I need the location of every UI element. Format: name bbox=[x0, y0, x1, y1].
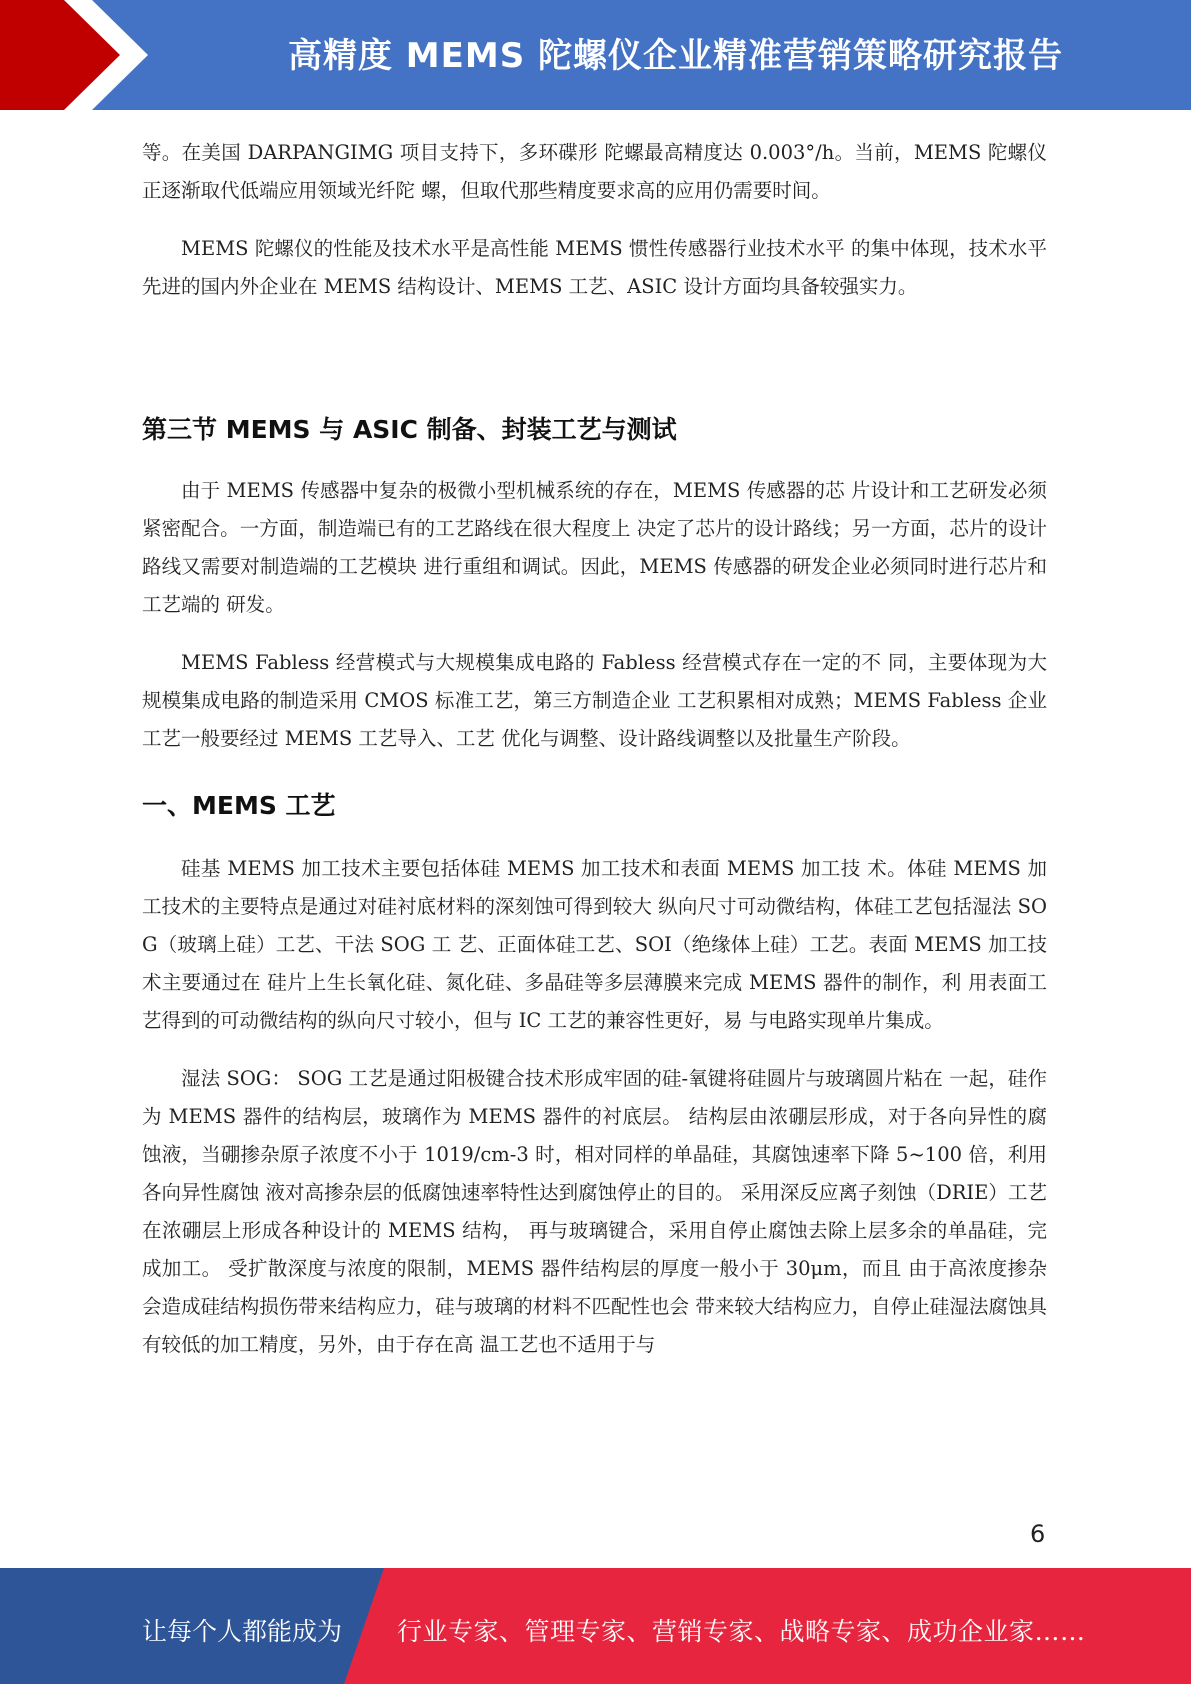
paragraph-wet-sog: 湿法 SOG： SOG 工艺是通过阳极键合技术形成牢固的硅-氧键将硅圆片与玻璃圆片粘在 一起，硅作为 MEMS 器件的结构层，玻璃作为 MEMS 器件的衬底层。 结构层由浓硼层形成，对于各向异性的腐蚀液，当硼掺杂原子浓度不小于 1019/cm-3 时，相对同样的单晶硅，其腐蚀速率下降 5~100 倍，利用各向异性腐蚀 液对高掺杂层的低腐蚀速率特性达到腐蚀停止的目的。 采用深反应离子刻蚀（DRIE）工艺在浓硼层上形成各种设计的 MEMS 结构， 再与玻璃键合，采用自停止腐蚀去除上层多余的单晶硅，完成加工。 受扩散深度与浓度的限制，MEMS 器件结构层的厚度一般小于 30μm，而且 由于高浓度掺杂会造成硅结构损伤带来结构应力，硅与玻璃的材料不匹配性也会 带来较大结构应力，自停止硅湿法腐蚀具有较低的加工精度，另外，由于存在高 温工艺也不适用于与 bbox=[142, 1067, 1047, 1356]
report-title: 高精度 MEMS 陀螺仪企业精准营销策略研究报告 bbox=[287, 36, 1064, 76]
document-body bbox=[142, 134, 1047, 1364]
paragraph-silicon-mems-tech: 硅基 MEMS 加工技术主要包括体硅 MEMS 加工技术和表面 MEMS 加工技 术。体硅 MEMS 加工技术的主要特点是通过对硅衬底材料的深刻蚀可得到较大 纵向尺寸可动微结构，体硅工艺包括湿法 SOG（玻璃上硅）工艺、干法 SOG 工 艺、正面体硅工艺、SOI（绝缘体上硅）工艺。表面 MEMS 加工技术主要通过在 硅片上生长氧化硅、氮化硅、多晶硅等多层薄膜来完成 MEMS 器件的制作，利 用表面工艺得到的可动微结构的纵向尺寸较小，但与 IC 工艺的兼容性更好，易 与电路实现单片集成。 bbox=[142, 857, 1047, 1032]
section-heading: 第三节 MEMS 与 ASIC 制备、封装工艺与测试 bbox=[142, 415, 677, 444]
paragraph-gyro-precision: 等。在美国 DARPANGIMG 项目支持下，多环碟形 陀螺最高精度达 0.003°/h。当前，MEMS 陀螺仪正逐渐取代低端应用领域光纤陀 螺，但取代那些精度要求高的应用仍需要时间。 bbox=[142, 141, 1047, 202]
page-footer bbox=[0, 1568, 1191, 1684]
paragraph-fabless-model: MEMS Fabless 经营模式与大规模集成电路的 Fabless 经营模式存在一定的不 同，主要体现为大规模集成电路的制造采用 CMOS 标准工艺，第三方制造企业 工艺积累相对成熟；MEMS Fabless 企业工艺一般要经过 MEMS 工艺导入、工艺 优化与调整、设计路线调整以及批量生产阶段。 bbox=[142, 651, 1047, 750]
header-chevron-decoration bbox=[0, 0, 160, 110]
paragraph-gyro-performance: MEMS 陀螺仪的性能及技术水平是高性能 MEMS 惯性传感器行业技术水平 的集中体现，技术水平先进的国内外企业在 MEMS 结构设计、MEMS 工艺、ASIC 设计方面均具备较强实力。 bbox=[142, 237, 1047, 298]
paragraph-design-process: 由于 MEMS 传感器中复杂的极微小型机械系统的存在，MEMS 传感器的芯 片设计和工艺研发必须紧密配合。一方面，制造端已有的工艺路线在很大程度上 决定了芯片的设计路线；另一方面，芯片的设计路线又需要对制造端的工艺模块 进行重组和调试。因此，MEMS 传感器的研发企业必须同时进行芯片和工艺端的 研发。 bbox=[142, 479, 1047, 616]
footer-slogan-right: 行业专家、管理专家、营销专家、战略专家、成功企业家…… bbox=[397, 1617, 1086, 1646]
footer-slogan-left: 让每个人都能成为 bbox=[142, 1617, 343, 1646]
page-header bbox=[0, 0, 1191, 110]
page-number: 6 bbox=[1030, 1520, 1046, 1548]
subsection-heading: 一、MEMS 工艺 bbox=[142, 791, 336, 820]
